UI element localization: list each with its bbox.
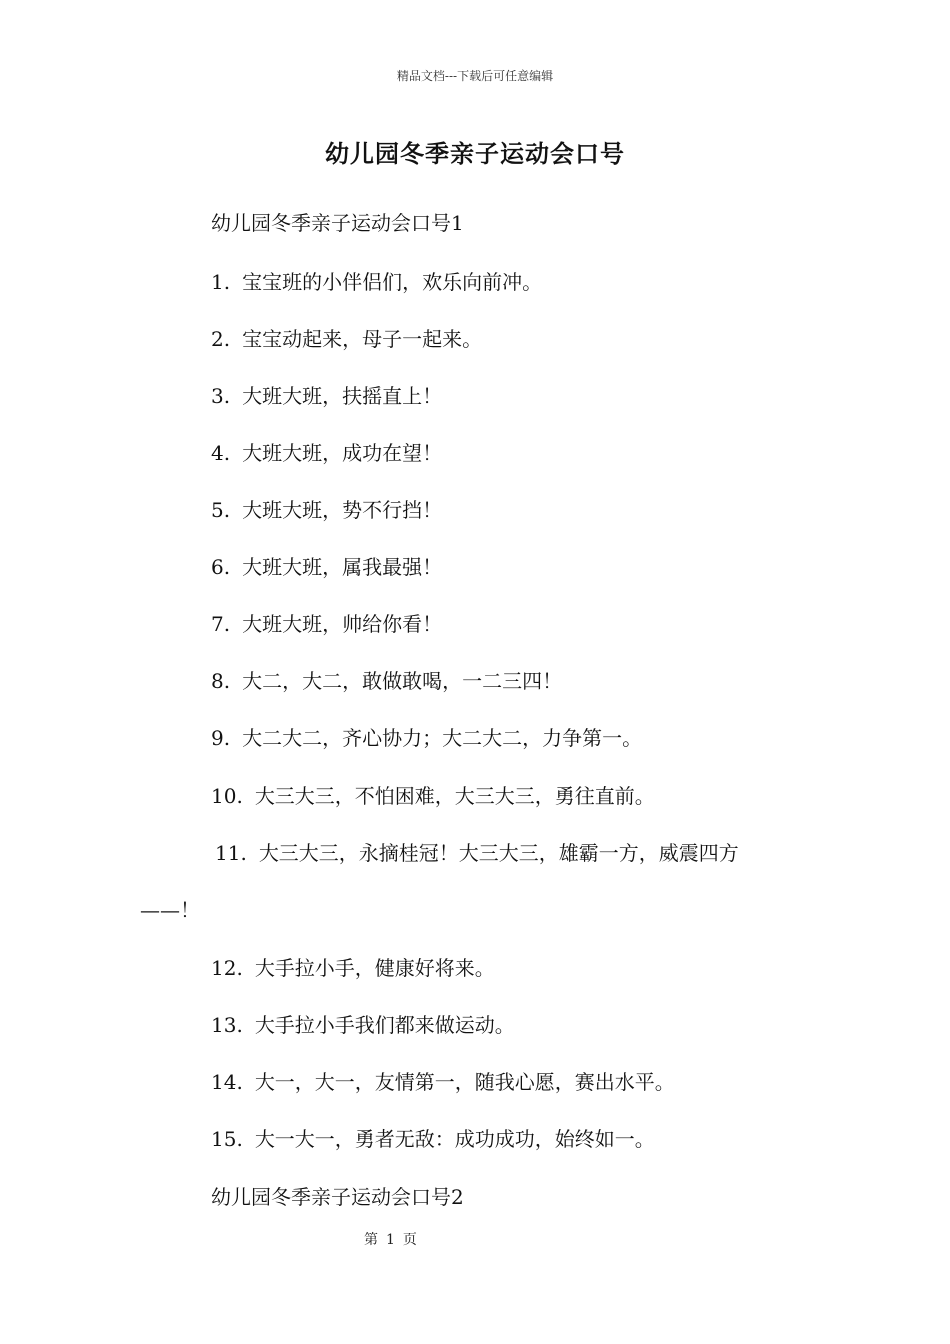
list-item-text: 大班大班，成功在望！ — [242, 441, 443, 465]
section-2-heading: 幼儿园冬季亲子运动会口号2 — [211, 1185, 464, 1209]
list-item-number: 2. — [211, 327, 231, 351]
list-item-text: 大三大三，永摘桂冠！大三大三，雄霸一方，威震四方 — [258, 841, 739, 865]
list-item-number: 4. — [211, 441, 231, 465]
list-item — [211, 952, 495, 981]
list-item — [211, 323, 482, 352]
list-item — [211, 1066, 675, 1095]
list-item-number: 8. — [211, 669, 231, 693]
list-item-number: 1. — [211, 270, 231, 294]
list-item-number: 7. — [211, 612, 231, 636]
page-header: 精品文档---下载后可任意编辑 — [396, 69, 554, 83]
list-item-text: 大班大班，属我最强！ — [242, 555, 443, 579]
list-item — [211, 551, 442, 580]
list-item-text: 大三大三，不怕困难，大三大三，勇往直前。 — [254, 784, 655, 808]
list-item-number: 10. — [211, 784, 243, 808]
list-item-text: 宝宝班的小伴侣们，欢乐向前冲。 — [242, 270, 543, 294]
list-item-continuation: ——！ — [140, 898, 200, 922]
list-item — [211, 665, 562, 694]
list-item-number: 12. — [211, 956, 243, 980]
list-item — [211, 437, 442, 466]
list-item-number: 3. — [211, 384, 231, 408]
list-item — [211, 380, 442, 409]
list-item-text: 大班大班，扶摇直上！ — [242, 384, 443, 408]
footer-suffix: 页 — [402, 1232, 417, 1248]
list-item-number: 6. — [211, 555, 231, 579]
list-item — [211, 780, 655, 809]
list-item — [211, 608, 442, 637]
list-item-text: 大班大班，帅给你看！ — [242, 612, 443, 636]
list-item — [211, 722, 642, 751]
list-item-text: 大二大二，齐心协力；大二大二，力争第一。 — [242, 726, 643, 750]
list-item-number: 11. — [215, 841, 247, 865]
page-footer — [360, 1229, 421, 1249]
section-1-heading: 幼儿园冬季亲子运动会口号1 — [211, 211, 464, 235]
list-item-number: 5. — [211, 498, 231, 522]
list-item — [215, 837, 739, 866]
list-item-number: 9. — [211, 726, 231, 750]
page-number: 1 — [386, 1232, 395, 1248]
list-item-text: 大二，大二，敢做敢喝，一二三四！ — [242, 669, 563, 693]
list-item-number: 13. — [211, 1013, 243, 1037]
list-item-text: 大一，大一，友情第一，随我心愿，赛出水平。 — [254, 1070, 675, 1094]
footer-prefix: 第 — [364, 1232, 378, 1248]
list-item-number: 14. — [211, 1070, 243, 1094]
list-item — [211, 266, 542, 295]
list-item-number: 15. — [211, 1127, 243, 1151]
document-title: 幼儿园冬季亲子运动会口号 — [325, 139, 625, 168]
list-item-text: 大手拉小手，健康好将来。 — [254, 956, 495, 980]
list-item — [211, 1123, 655, 1152]
list-item-text: 大手拉小手我们都来做运动。 — [254, 1013, 515, 1037]
list-item-text: 大班大班，势不行挡！ — [242, 498, 443, 522]
list-item — [211, 1009, 515, 1038]
list-item — [211, 494, 442, 523]
list-item-text: 宝宝动起来，母子一起来。 — [242, 327, 483, 351]
list-item-text: 大一大一，勇者无敌：成功成功，始终如一。 — [254, 1127, 655, 1151]
